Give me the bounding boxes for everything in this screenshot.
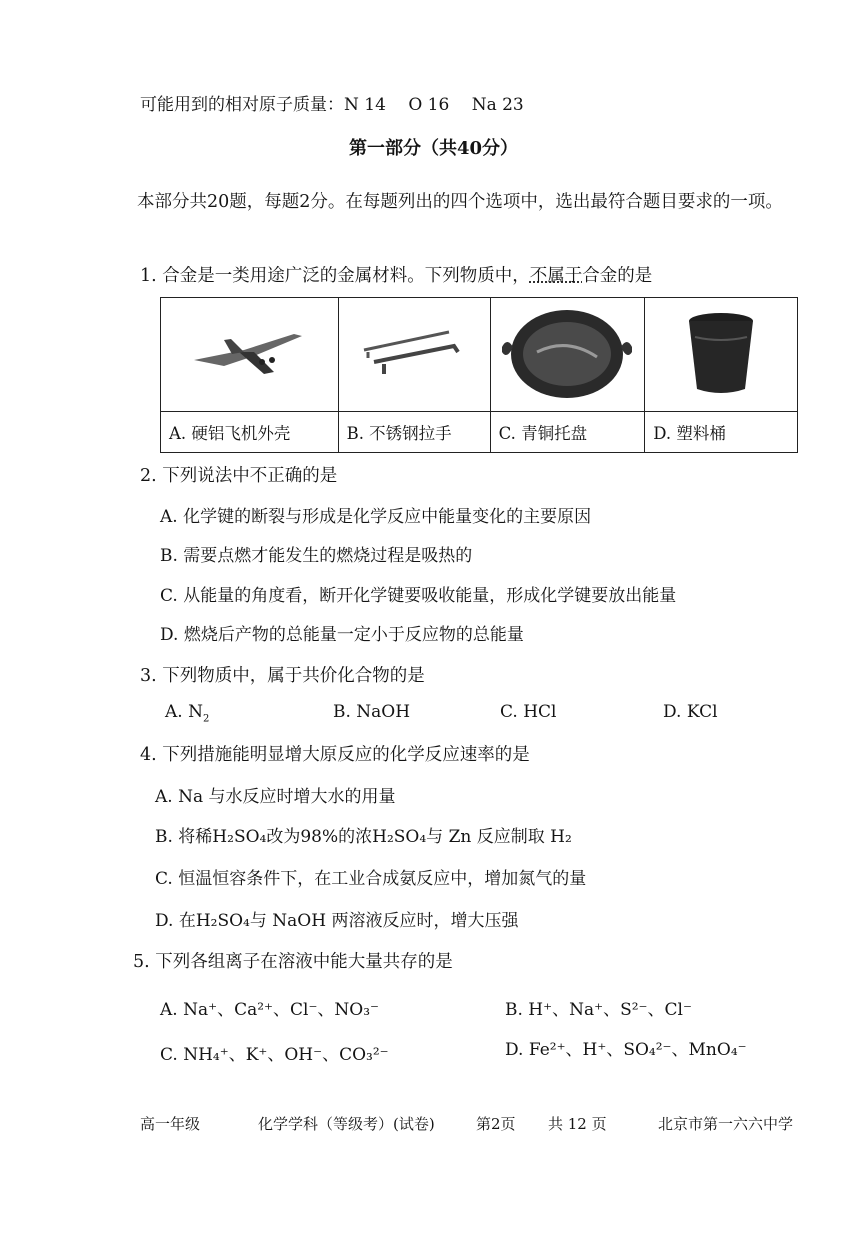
q4-option-a[interactable]: A. Na 与水反应时增大水的用量: [155, 787, 396, 807]
q1-stem-prefix: 1. 合金是一类用途广泛的金属材料。下列物质中，: [140, 266, 530, 286]
q5-option-a[interactable]: A. Na⁺、Ca²⁺、Cl⁻、NO₃⁻: [160, 1000, 380, 1020]
footer-school: 北京市第一六六中学: [658, 1115, 794, 1133]
q3-option-a-subscript: 2: [202, 713, 210, 725]
q3-option-d[interactable]: D. KCl: [663, 702, 718, 722]
q1-option-d[interactable]: D. 塑料桶: [645, 411, 798, 452]
instructions: 本部分共20题，每题2分。在每题列出的四个选项中，选出最符合题目要求的一项。: [137, 192, 783, 212]
q1-option-table: [160, 297, 798, 453]
q3-option-a[interactable]: [165, 702, 209, 724]
q2-option-c[interactable]: C. 从能量的角度看，断开化学键要吸收能量，形成化学键要放出能量: [160, 586, 677, 606]
footer-grade: 高一年级: [140, 1115, 201, 1133]
q1-option-a[interactable]: A. 硬铝飞机外壳: [161, 411, 339, 452]
q1-stem-emphasis: 不属于: [529, 266, 583, 286]
footer-total: 共 12 页: [548, 1115, 607, 1133]
q1-image-d: [645, 298, 798, 412]
bucket-icon: [681, 307, 761, 397]
atomic-masses-line: 可能用到的相对原子质量：N 14 O 16 Na 23: [140, 95, 524, 115]
q1-image-a: [161, 298, 339, 412]
q5-option-d[interactable]: D. Fe²⁺、H⁺、SO₄²⁻、MnO₄⁻: [505, 1040, 747, 1060]
footer-subject: 化学学科（等级考）(试卷): [258, 1115, 435, 1133]
airplane-icon: [184, 322, 314, 382]
part-title: 第一部分（共40分）: [348, 138, 519, 159]
q2-stem: 2. 下列说法中不正确的是: [140, 466, 338, 486]
q3-option-b[interactable]: B. NaOH: [333, 702, 411, 722]
q1-option-b[interactable]: B. 不锈钢拉手: [338, 411, 490, 452]
q4-option-d[interactable]: D. 在H₂SO₄与 NaOH 两溶液反应时，增大压强: [155, 911, 519, 931]
q2-option-d[interactable]: D. 燃烧后产物的总能量一定小于反应物的总能量: [160, 625, 524, 645]
q1-stem: [140, 262, 652, 287]
q3-option-c[interactable]: C. HCl: [500, 702, 557, 722]
q3-stem: 3. 下列物质中，属于共价化合物的是: [140, 666, 425, 686]
q4-stem: 4. 下列措施能明显增大原反应的化学反应速率的是: [140, 745, 530, 765]
q1-image-b: [338, 298, 490, 412]
q5-stem: 5. 下列各组离子在溶液中能大量共存的是: [133, 952, 453, 972]
footer-page: 第2页: [476, 1115, 516, 1133]
q4-option-b[interactable]: B. 将稀H₂SO₄改为98%的浓H₂SO₄与 Zn 反应制取 H₂: [155, 827, 572, 847]
q2-option-b[interactable]: B. 需要点燃才能发生的燃烧过程是吸热的: [160, 546, 473, 566]
handle-icon: [354, 322, 474, 382]
q2-option-a[interactable]: A. 化学键的断裂与形成是化学反应中能量变化的主要原因: [160, 507, 592, 527]
q4-option-c[interactable]: C. 恒温恒容条件下，在工业合成氨反应中，增加氮气的量: [155, 869, 587, 889]
q3-option-a-text: A. N: [165, 702, 203, 722]
tray-icon: [497, 302, 637, 402]
q5-option-b[interactable]: B. H⁺、Na⁺、S²⁻、Cl⁻: [505, 1000, 692, 1020]
q1-stem-suffix: 合金的是: [582, 266, 653, 286]
q1-image-c: [490, 298, 645, 412]
q1-option-c[interactable]: C. 青铜托盘: [490, 411, 645, 452]
q5-option-c[interactable]: C. NH₄⁺、K⁺、OH⁻、CO₃²⁻: [160, 1045, 389, 1065]
